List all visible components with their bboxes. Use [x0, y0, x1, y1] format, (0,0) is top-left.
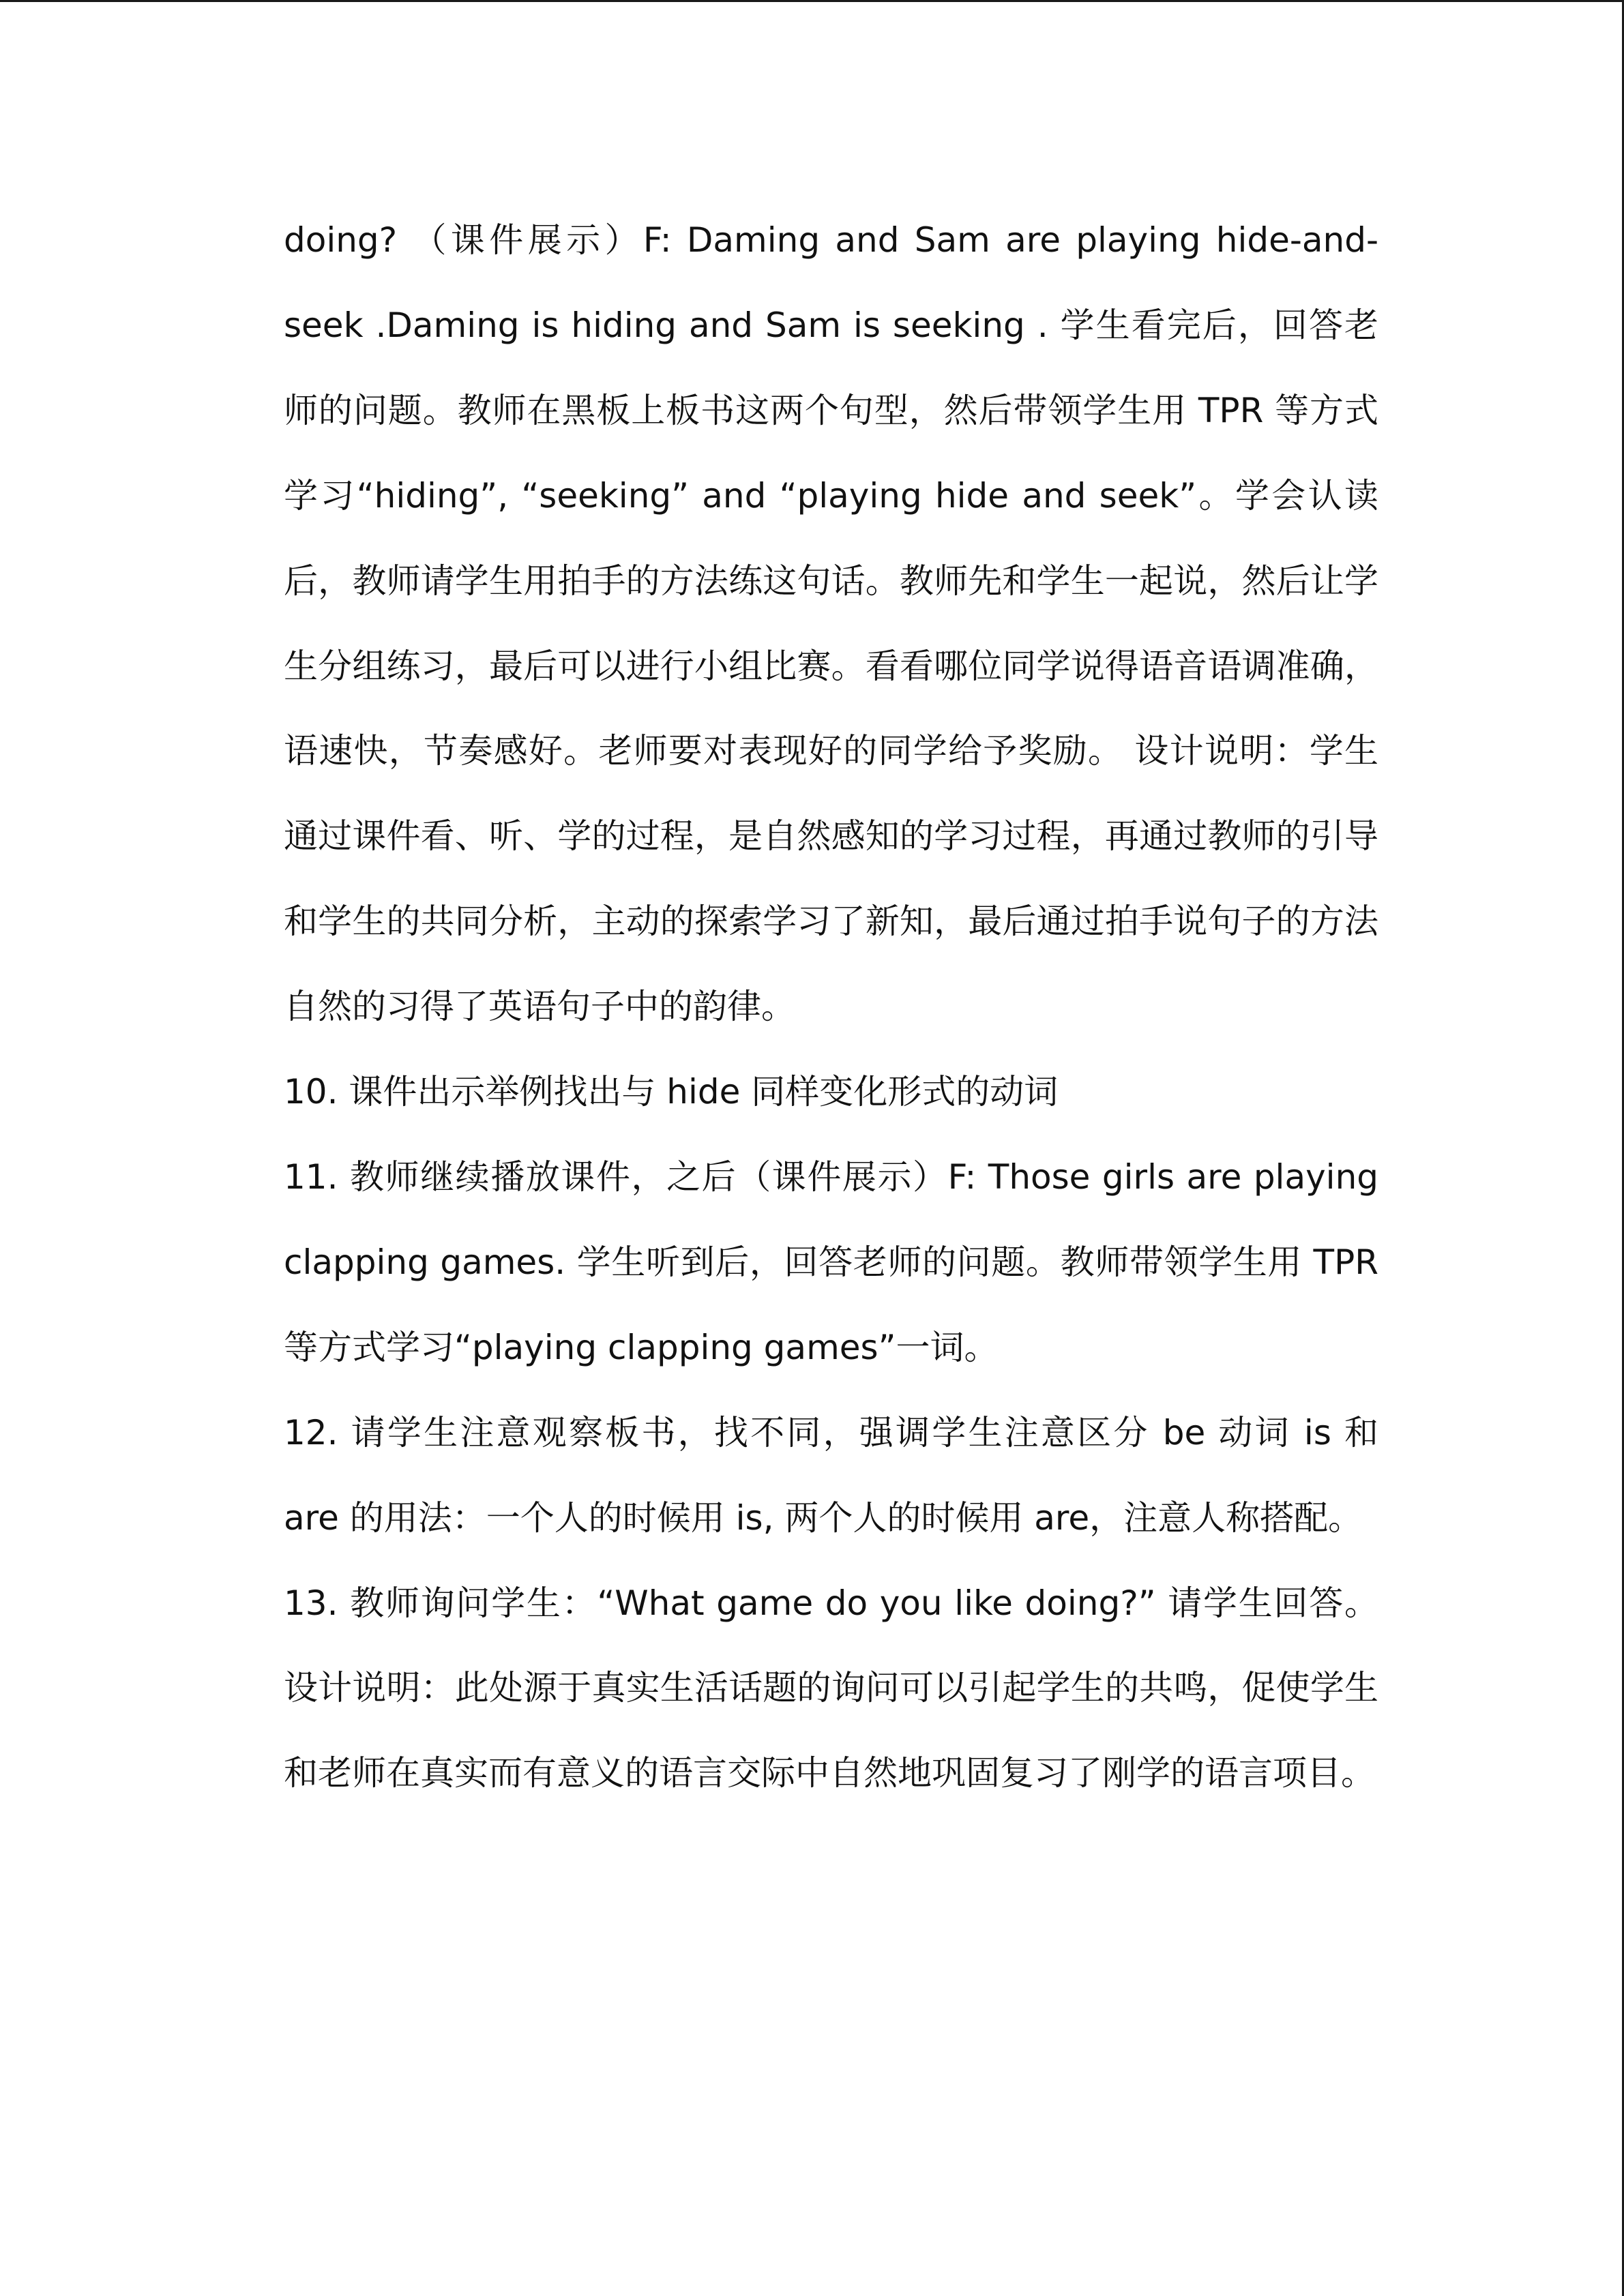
top-border-line [0, 0, 1624, 2]
paragraph-item-12: 12. 请学生注意观察板书，找不同，强调学生注意区分 be 动词 is 和 are 的用法：一个人的时候用 is, 两个人的时候用 are，注意人称搭配。 [284, 1412, 1378, 1538]
paragraph-continuation: doing? （课件展示）F: Daming and Sam are playing hide-and-seek .Daming is hiding and Sam is seeking . 学生看完后，回答老师的问题。教师在黑板上板书这两个句型，然后带领学生用 TPR 等方式学习“hiding”, “seeking” and “playing hide and seek”。学会认读后，教师请学生用拍手的方法练这句话。教师先和学生一起说，然后让学生分组练习，最后可以进行小组比赛。看看哪位同学说得语音语调准确，语速快，节奏感好。老师要对表现好的同学给予奖励。 设计说明：学生通过课件看、听、学的过程，是自然感知的学习过程，再通过教师的引导和学生的共同分析，主动的探索学习了新知，最后通过拍手说句子的方法自然的习得了英语句子中的韵律。 [284, 220, 1378, 1027]
document-body [284, 198, 1378, 1816]
paragraph-item-11: 11. 教师继续播放课件，之后（课件展示）F: Those girls are playing clapping games. 学生听到后，回答老师的问题。教师带领学生用 TPR 等方式学习“playing clapping games”一词。 [284, 1157, 1378, 1367]
paragraph-item-13: 13. 教师询问学生：“What game do you like doing?” 请学生回答。 设计说明：此处源于真实生活话题的询问可以引起学生的共鸣，促使学生和老师在真实而有意义的语言交际中自然地巩固复习了刚学的语言项目。 [284, 1583, 1378, 1793]
paragraph-item-10: 10. 课件出示举例找出与 hide 同样变化形式的动词 [284, 1072, 1059, 1112]
